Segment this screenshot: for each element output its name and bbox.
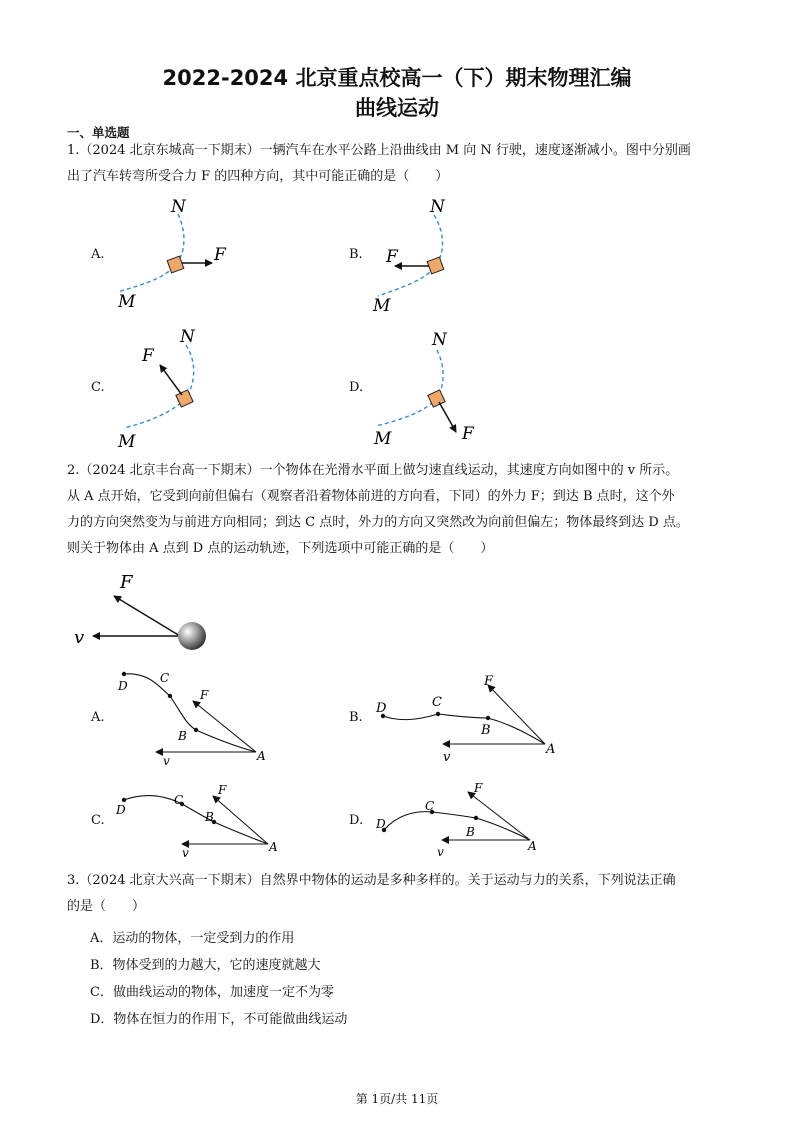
q2a-label-b: B bbox=[178, 729, 187, 743]
q2b-force-arrow bbox=[488, 685, 545, 744]
q2b-label-c: C bbox=[432, 695, 442, 710]
q3-stem-line2: 的是（ ） bbox=[67, 899, 146, 914]
q2-figure-d bbox=[375, 781, 537, 859]
q2d-trajectory bbox=[384, 812, 530, 840]
q2-stem-line3: 力的方向突然变为与前进方向相同；到达 C 点时，外力的方向又突然改为向前但偏左；物体最终到达 D 点。 bbox=[67, 515, 689, 530]
q1-figures bbox=[0, 0, 794, 470]
q1a-car bbox=[167, 256, 184, 273]
q1d-path bbox=[376, 350, 443, 426]
q1-stem-line2: 出了汽车转弯所受合力 F 的四种方向，其中可能正确的是（ ） bbox=[67, 169, 449, 184]
q2c-label-b: B bbox=[205, 810, 214, 824]
q1d-label-m: M bbox=[374, 429, 392, 449]
q1b-label-m: M bbox=[373, 296, 391, 316]
q2-option-d-label: D. bbox=[349, 813, 364, 828]
q2b-label-a: A bbox=[546, 742, 556, 757]
q2c-label-f: F bbox=[218, 783, 227, 797]
q2a-label-d: D bbox=[118, 679, 128, 693]
q3-option-d: D．物体在恒力的作用下，不可能做曲线运动 bbox=[90, 1012, 348, 1027]
q2-force-arrow bbox=[114, 596, 180, 636]
q2-option-b-label: B. bbox=[349, 710, 363, 725]
q1c-label-m: M bbox=[118, 432, 136, 452]
q1c-path bbox=[124, 345, 194, 428]
q2-figure-a bbox=[117, 671, 266, 768]
q2c-label-v: v bbox=[182, 846, 189, 860]
q2-main-diagram bbox=[74, 572, 206, 650]
q2-option-a-label: A. bbox=[91, 710, 105, 725]
q1-figure-b bbox=[372, 197, 446, 316]
q3-stem-line1: 3.（2024 北京大兴高一下期末）自然界中物体的运动是多种多样的。关于运动与力的关系，下列说法正确 bbox=[67, 873, 676, 888]
q2d-label-a: A bbox=[528, 839, 537, 853]
q1b-car bbox=[427, 257, 444, 274]
q1d-label-n: N bbox=[432, 330, 447, 350]
page-footer: 第 1页/共 11页 bbox=[355, 1092, 439, 1106]
q3-option-c: C．做曲线运动的物体，加速度一定不为零 bbox=[90, 985, 334, 1000]
q2c-trajectory bbox=[124, 796, 268, 844]
q1-option-c-label: C. bbox=[91, 380, 105, 395]
q2-option-c-label: C. bbox=[91, 813, 105, 828]
q2a-label-a: A bbox=[257, 749, 266, 763]
q2c-force-arrow bbox=[213, 796, 268, 844]
q2a-trajectory bbox=[124, 674, 256, 752]
q1-figure-c bbox=[117, 327, 196, 452]
page-title: 2022-2024 北京重点校高一（下）期末物理汇编 bbox=[162, 66, 632, 90]
q2d-force-arrow bbox=[468, 792, 530, 840]
q1-figure-d bbox=[373, 330, 475, 449]
q2d-label-b: B bbox=[466, 825, 475, 839]
q1a-label-m: M bbox=[118, 292, 136, 312]
q1c-label-n: N bbox=[180, 327, 195, 347]
q2a-label-c: C bbox=[160, 671, 170, 685]
q2-main-label-f: F bbox=[120, 572, 133, 593]
q1-option-b-label: B. bbox=[349, 247, 363, 262]
q2a-force-arrow bbox=[193, 701, 256, 752]
q2-ball bbox=[178, 622, 206, 650]
q1a-path bbox=[118, 214, 184, 292]
q1b-label-n: N bbox=[430, 197, 445, 217]
q2-figure-b bbox=[375, 674, 555, 765]
q2-figures bbox=[0, 560, 794, 870]
q1a-label-f: F bbox=[214, 245, 226, 265]
q2c-label-d: D bbox=[116, 803, 126, 817]
q2c-label-a: A bbox=[269, 840, 278, 854]
q1c-label-f: F bbox=[142, 346, 154, 366]
q2-stem-line2: 从 A 点开始，它受到向前但偏右（观察者沿着物体前进的方向看，下同）的外力 F；到达 B 点时，这个外 bbox=[67, 489, 675, 504]
q1-stem-line1: 1.（2024 北京东城高一下期末）一辆汽车在水平公路上沿曲线由 M 向 N 行驶，速度逐渐减小。图中分别画 bbox=[67, 143, 691, 158]
q1-option-d-label: D. bbox=[349, 380, 364, 395]
q1-figure-a bbox=[117, 197, 227, 312]
q2a-label-f: F bbox=[200, 688, 209, 702]
q2b-label-b: B bbox=[481, 723, 491, 738]
q2-stem-line4: 则关于物体由 A 点到 D 点的运动轨迹，下列选项中可能正确的是（ ） bbox=[67, 541, 494, 556]
q1d-force-arrow bbox=[439, 402, 456, 432]
q2b-label-f: F bbox=[484, 674, 494, 689]
section-heading: 一、单选题 bbox=[67, 125, 130, 140]
q1d-label-f: F bbox=[462, 424, 474, 444]
q1a-label-n: N bbox=[171, 197, 186, 217]
q2d-label-d: D bbox=[376, 817, 386, 831]
q1b-label-f: F bbox=[386, 247, 398, 267]
q2b-label-v: v bbox=[443, 750, 451, 765]
q2d-label-f: F bbox=[474, 781, 483, 795]
q2c-label-c: C bbox=[174, 793, 184, 807]
q3-option-b: B．物体受到的力越大，它的速度就越大 bbox=[90, 958, 321, 973]
q2-figure-c bbox=[115, 783, 278, 860]
q2d-label-v: v bbox=[437, 845, 444, 859]
q2b-label-d: D bbox=[376, 701, 387, 716]
q1c-force-arrow bbox=[160, 365, 182, 395]
q2a-label-v: v bbox=[163, 754, 170, 768]
page-subtitle: 曲线运动 bbox=[355, 96, 439, 120]
q3-option-a: A．运动的物体，一定受到力的作用 bbox=[90, 931, 295, 946]
q2d-label-c: C bbox=[425, 799, 435, 813]
q2-stem-line1: 2.（2024 北京丰台高一下期末）一个物体在光滑水平面上做匀速直线运动，其速度方向如图中的 v 所示。 bbox=[67, 463, 679, 478]
q2-main-label-v: v bbox=[74, 627, 85, 648]
q1-option-a-label: A. bbox=[91, 247, 105, 262]
